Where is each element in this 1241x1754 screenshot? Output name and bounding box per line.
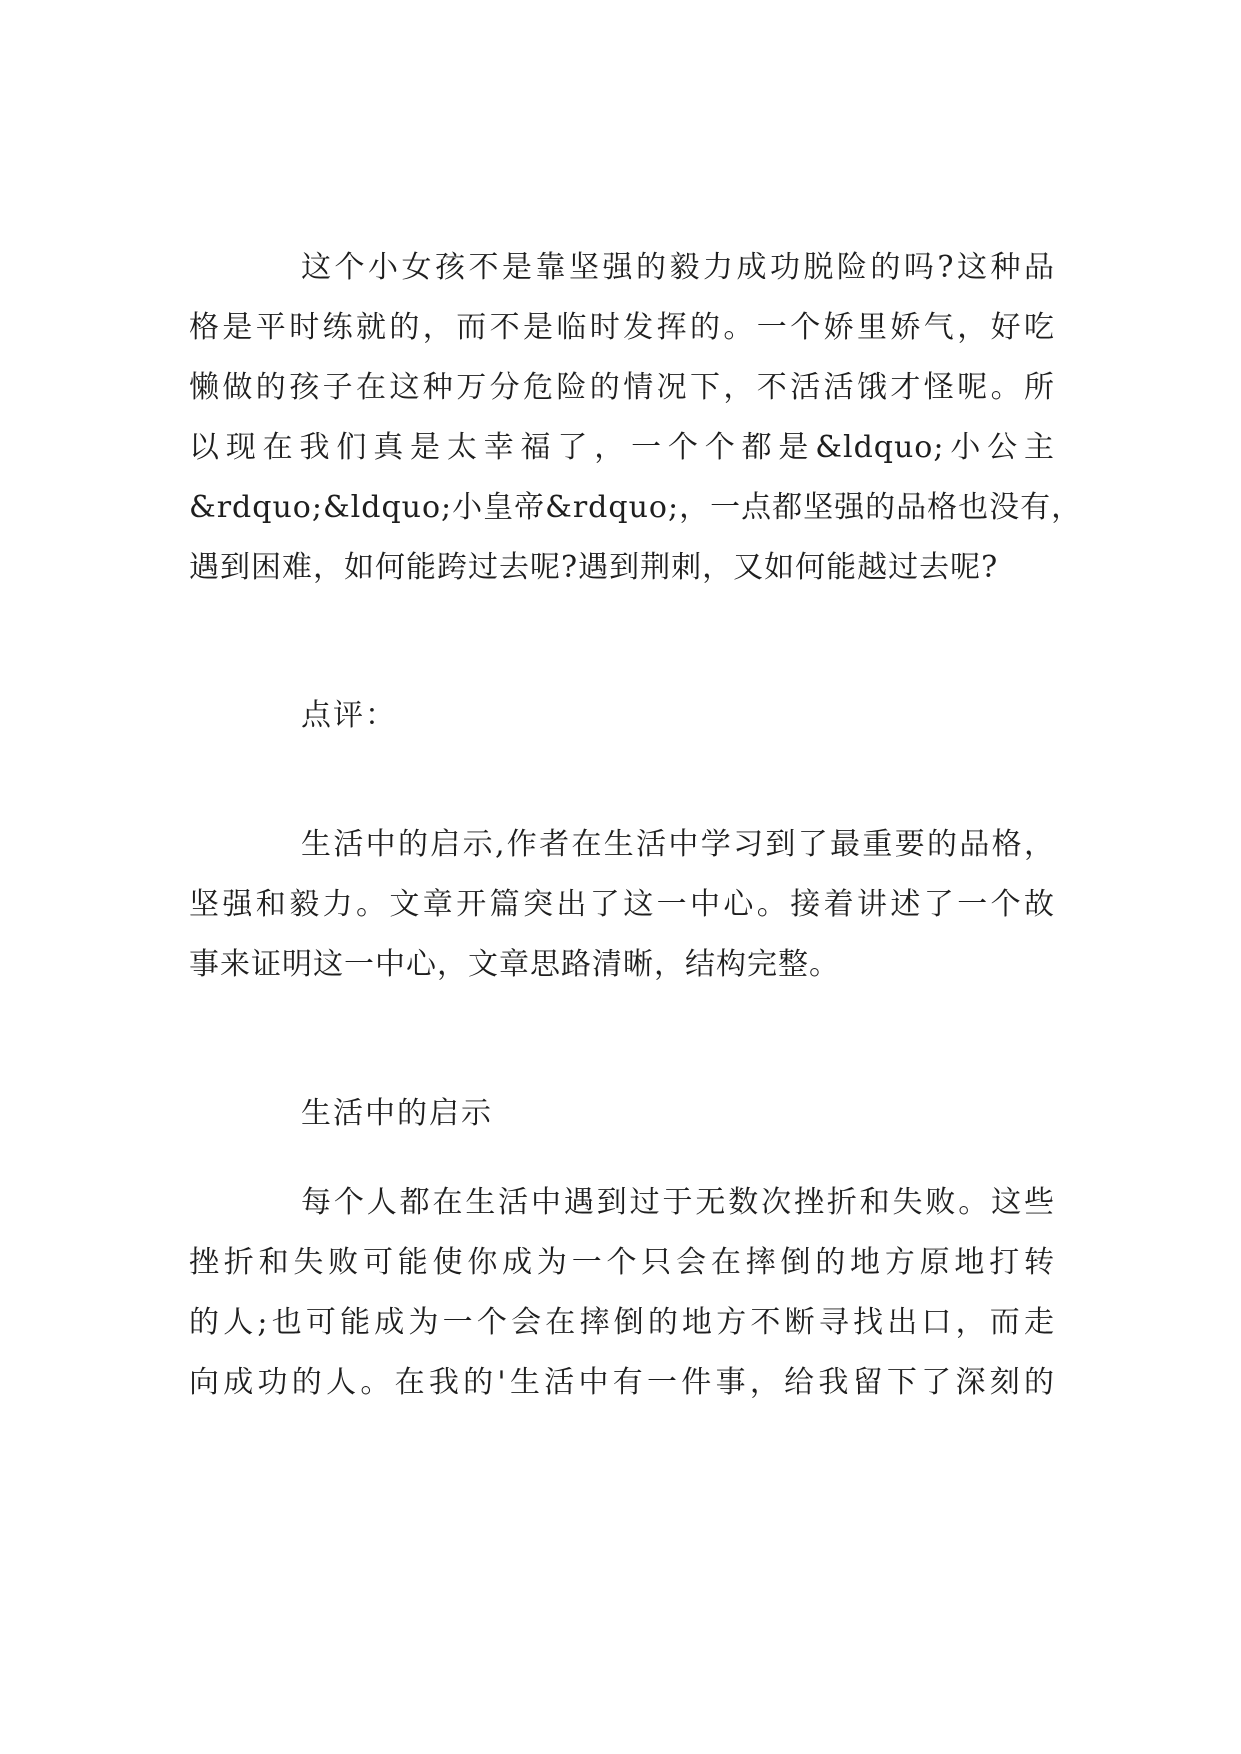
paragraph-1-line: 懒做的孩子在这种万分危险的情况下，不活活饿才怪呢。所 bbox=[189, 370, 1055, 405]
paragraph-2-line: 生活中的启示,作者在生活中学习到了最重要的品格， bbox=[301, 827, 1055, 862]
paragraph-2-line: 事来证明这一中心，文章思路清晰，结构完整。 bbox=[189, 947, 840, 982]
paragraph-3 bbox=[189, 1173, 1055, 1413]
paragraph-1-line: 以现在我们真是太幸福了，一个个都是&ldquo;小公主 bbox=[189, 430, 1055, 465]
essay-title: 生活中的启示 bbox=[301, 1096, 493, 1131]
paragraph-1-line: 遇到困难，如何能跨过去呢?遇到荆刺，又如何能越过去呢? bbox=[189, 550, 999, 585]
paragraph-3-line: 向成功的人。在我的'生活中有一件事，给我留下了深刻的 bbox=[189, 1365, 1055, 1400]
comment-heading: 点评： bbox=[301, 698, 397, 733]
paragraph-3-line: 挫折和失败可能使你成为一个只会在摔倒的地方原地打转 bbox=[189, 1245, 1055, 1280]
paragraph-2 bbox=[189, 815, 1055, 995]
paragraph-1-line: &rdquo;&ldquo;小皇帝&rdquo;，一点都坚强的品格也没有， bbox=[189, 490, 1083, 525]
paragraph-3-line: 每个人都在生活中遇到过于无数次挫折和失败。这些 bbox=[301, 1185, 1055, 1220]
paragraph-3-line: 的人;也可能成为一个会在摔倒的地方不断寻找出口，而走 bbox=[189, 1305, 1055, 1340]
paragraph-2-line: 坚强和毅力。文章开篇突出了这一中心。接着讲述了一个故 bbox=[189, 887, 1055, 922]
paragraph-1-line: 格是平时练就的，而不是临时发挥的。一个娇里娇气，好吃 bbox=[189, 310, 1055, 345]
paragraph-1 bbox=[189, 238, 1083, 598]
paragraph-1-line: 这个小女孩不是靠坚强的毅力成功脱险的吗?这种品 bbox=[301, 250, 1055, 285]
